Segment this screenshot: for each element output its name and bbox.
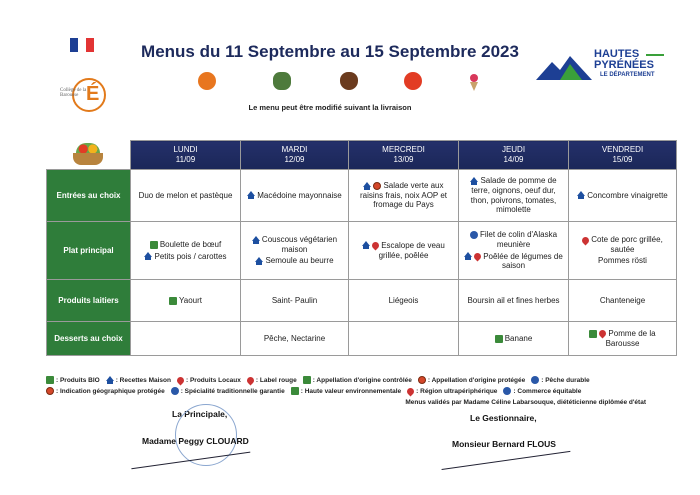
menu-cell <box>349 222 459 280</box>
menu-item <box>134 252 237 262</box>
legend-line-1 <box>46 375 666 386</box>
day-header-vendredi: VENDREDI 15/09 <box>569 141 677 170</box>
menu-cell <box>459 280 569 322</box>
bio-icon <box>589 330 597 338</box>
menu-item <box>462 296 565 306</box>
chestnut-icon <box>340 72 358 90</box>
menu-item-text: Saint- Paulin <box>271 295 318 305</box>
menu-item-text: Duo de melon et pastèque <box>138 190 233 200</box>
menu-cell <box>241 322 349 356</box>
menu-item-text: Concombre vinaigrette <box>587 190 668 200</box>
menu-cell <box>459 170 569 222</box>
legend-item-text: : Recettes Maison <box>115 377 171 384</box>
aop-icon <box>418 376 426 384</box>
menu-item <box>462 252 565 271</box>
legend-item-text: : Haute valeur environnementale <box>300 388 402 395</box>
menu-item-text: Yaourt <box>179 295 202 305</box>
day-header-mardi: MARDI 12/09 <box>241 141 349 170</box>
row-label: Produits laitiers <box>47 280 131 322</box>
menu-item-text: Salade de pomme de terre, oignons, oeuf dur, thon, poivrons, tomates, mimolette <box>470 176 557 215</box>
legend-item-text: : Indication géographique protégée <box>56 388 165 395</box>
menu-cell <box>131 280 241 322</box>
row-label: Entrées au choix <box>47 170 131 222</box>
legend-item <box>503 388 581 395</box>
menu-item <box>244 191 345 201</box>
menu-cell <box>131 222 241 280</box>
legend-item <box>291 388 401 395</box>
aop-icon <box>373 182 381 190</box>
day-header-lundi: LUNDI 11/09 <box>131 141 241 170</box>
peche-icon <box>531 376 539 384</box>
menu-item-text: Pêche, Nectarine <box>263 333 326 343</box>
menu-row <box>47 222 677 280</box>
menu-item-text: Macédoine mayonnaise <box>257 190 342 200</box>
legend-item <box>407 388 497 395</box>
pin-icon <box>473 251 483 261</box>
hve-icon <box>291 387 299 395</box>
peche-icon <box>470 231 478 239</box>
house-icon <box>144 252 152 257</box>
house-icon <box>464 252 472 257</box>
menu-cell <box>241 280 349 322</box>
legend-item <box>46 388 165 395</box>
menu-item-text: Poêlée de légumes de saison <box>483 251 563 271</box>
house-icon <box>247 191 255 196</box>
menu-item <box>244 256 345 266</box>
legend-item <box>46 377 100 384</box>
menu-item-text: Chanteneige <box>599 295 646 305</box>
equitable-icon <box>503 387 511 395</box>
manager-title: Le Gestionnaire, <box>470 413 537 423</box>
page-title: Menus du 11 Septembre au 15 Septembre 2023 <box>141 42 519 61</box>
manager-name: Monsieur Bernard FLOUS <box>452 439 556 449</box>
legend-item <box>531 377 589 384</box>
rup-icon <box>406 386 416 396</box>
department-logo-line2: PYRÉNÉES <box>594 59 654 71</box>
stg-icon <box>171 387 179 395</box>
bio-icon <box>495 335 503 343</box>
day-header-row <box>47 141 677 170</box>
menu-item-text: Liégeois <box>388 295 419 305</box>
menu-cell <box>131 170 241 222</box>
menu-item <box>352 241 455 260</box>
college-logo: Collège de la Barousse É <box>60 78 120 128</box>
menu-cell <box>349 170 459 222</box>
menu-item-text: Couscous végétarien maison <box>261 235 338 254</box>
menu-cell <box>459 322 569 356</box>
principal-name: Madame Peggy CLOUARD <box>142 436 249 446</box>
menu-item <box>352 181 455 210</box>
legend-item <box>303 377 412 384</box>
menu-item <box>244 235 345 254</box>
menu-item-text: Filet de colin d'Alaska meunière <box>479 230 558 249</box>
house-icon <box>255 257 263 262</box>
pin-icon <box>371 241 381 251</box>
pin-icon <box>176 375 186 385</box>
legend-item-text: : Appellation d'origine protégée <box>427 377 526 384</box>
menu-item-text: Banane <box>504 333 533 343</box>
igp-icon <box>46 387 54 395</box>
house-icon <box>362 241 370 246</box>
menu-item <box>572 296 673 306</box>
menu-item-text: Pommes rösti <box>598 256 647 266</box>
menu-cell <box>459 222 569 280</box>
house-icon <box>577 191 585 196</box>
menu-row <box>47 170 677 222</box>
menu-item-text: Pomme de la Barousse <box>605 328 656 348</box>
menu-item-text: Cote de porc grillée, sautée <box>591 235 663 254</box>
principal-title: La Principale, <box>172 409 228 419</box>
legend-item <box>418 377 525 384</box>
legend-item-text: : Région ultrapériphérique <box>416 388 498 395</box>
college-logo-text: Collège de la Barousse <box>60 88 87 98</box>
ice-cream-icon <box>470 74 478 82</box>
menu-item <box>572 235 673 254</box>
validation-note: Menus validés par Madame Céline Labarsouque, diététicienne diplômée d'état <box>405 399 646 406</box>
menu-item <box>134 296 237 306</box>
menu-item <box>134 191 237 201</box>
department-logo-line3: LE DÉPARTEMENT <box>600 72 655 78</box>
cone-icon <box>470 82 478 91</box>
menu-row <box>47 280 677 322</box>
menu-cell <box>569 322 677 356</box>
orange-icon <box>198 72 216 90</box>
legend-item <box>171 388 285 395</box>
menu-item <box>244 334 345 344</box>
menu-item-text: Semoule au beurre <box>265 256 334 266</box>
legend-line-2 <box>46 386 666 397</box>
legend-item-text: : Produits BIO <box>56 377 100 384</box>
legend-item <box>247 377 297 384</box>
menu-item-text: Boursin ail et fines herbes <box>467 295 560 305</box>
menu-item <box>134 240 237 250</box>
menu-cell <box>241 222 349 280</box>
subtitle: Le menu peut être modifié suivant la livraison <box>248 103 412 112</box>
menu-cell <box>569 170 677 222</box>
legend-item <box>177 377 241 384</box>
label-rouge-icon <box>245 375 255 385</box>
menu-cell <box>349 322 459 356</box>
legend-item-text: : Produits Locaux <box>185 377 241 384</box>
menu-item <box>572 191 673 201</box>
menu-item-text: Boulette de bœuf <box>159 239 222 249</box>
menu-item-text: Escalope de veau grillée, poêlée <box>378 240 445 260</box>
republique-logo <box>70 38 94 52</box>
bio-icon <box>150 241 158 249</box>
house-icon <box>106 376 114 381</box>
menu-cell <box>131 322 241 356</box>
menu-table <box>46 140 677 356</box>
menu-item-text: Salade verte aux raisins frais, noix AOP et fromage du Pays <box>360 181 447 210</box>
mountain-icon <box>536 54 592 82</box>
menu-cell <box>241 170 349 222</box>
house-icon <box>252 236 260 241</box>
menu-item <box>462 230 565 249</box>
menu-row <box>47 322 677 356</box>
pin-icon <box>598 329 608 339</box>
legend-item <box>106 377 171 384</box>
day-header-jeudi: JEUDI 14/09 <box>459 141 569 170</box>
grapes-icon <box>273 72 291 90</box>
menu-item <box>572 329 673 348</box>
bio-icon <box>46 376 54 384</box>
legend-item-text: : Pêche durable <box>541 377 590 384</box>
menu-item <box>462 176 565 214</box>
menu-item-text: Petits pois / carottes <box>154 251 227 261</box>
day-header-mercredi: MERCREDI 13/09 <box>349 141 459 170</box>
menu-item <box>352 296 455 306</box>
legend-item-text: : Spécialité traditionnelle garantie <box>180 388 285 395</box>
department-logo <box>536 48 666 84</box>
pin-icon <box>581 235 591 245</box>
legend-item-text: : Commerce équitable <box>513 388 582 395</box>
department-logo-line1: HAUTES <box>594 48 640 60</box>
legend-item-text: : Appellation d'origine contrôlée <box>312 377 412 384</box>
tomato-icon <box>404 72 422 90</box>
row-label: Plat principal <box>47 222 131 280</box>
row-label: Desserts au choix <box>47 322 131 356</box>
aoc-icon <box>303 376 311 384</box>
house-icon <box>363 182 371 187</box>
menu-cell <box>349 280 459 322</box>
menu-cell <box>569 222 677 280</box>
legend-item-text: : Label rouge <box>255 377 297 384</box>
menu-cell <box>569 280 677 322</box>
menu-item <box>572 256 673 266</box>
menu-item <box>244 296 345 306</box>
menu-item <box>462 334 565 344</box>
bio-icon <box>169 297 177 305</box>
house-icon <box>470 177 478 182</box>
legend <box>46 375 666 408</box>
